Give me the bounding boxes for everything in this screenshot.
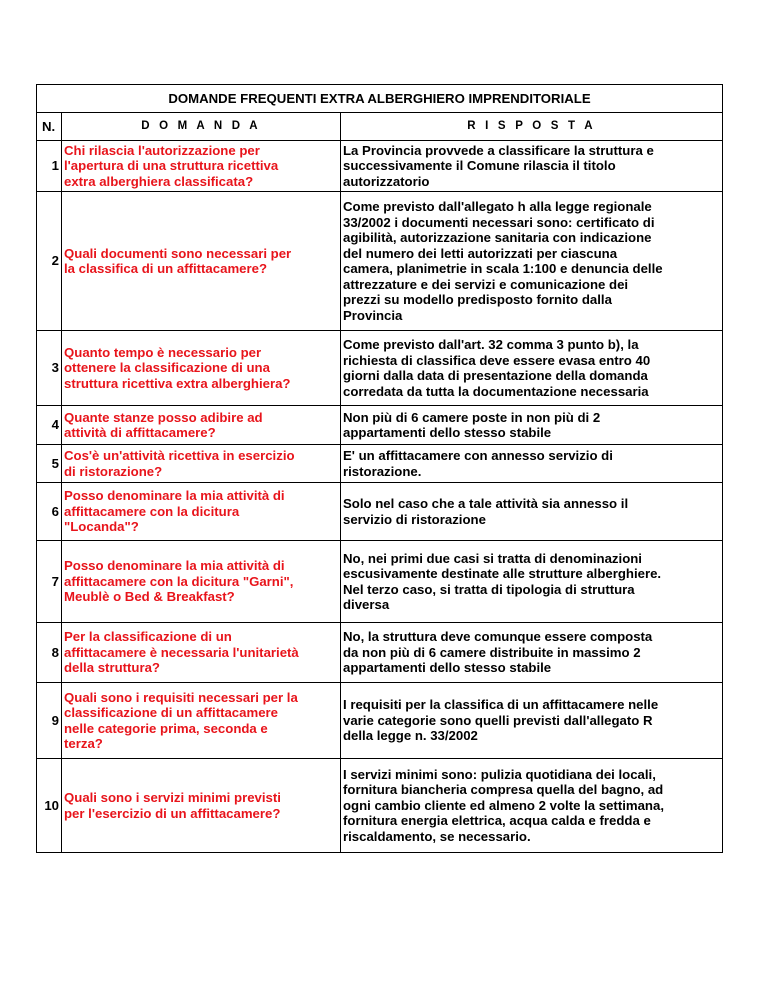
table-row (37, 141, 723, 192)
answer-text: I requisiti per la classifica di un affittacamere nelle varie categorie sono quelli previsti dall'allegato R della legge n. 33/2002 (343, 697, 659, 744)
table-row (37, 683, 723, 759)
answer-text: I servizi minimi sono: pulizia quotidiana dei locali, fornitura biancheria compresa quella del bagno, ad ogni cambio cliente ed almeno 2 volte la settimana, fornitura energia elettrica, acqua calda e fredda e riscaldamento, se necessario. (343, 766, 664, 844)
question-text: Per la classificazione di un affittacamere è necessaria l'unitarietà della struttura? (64, 629, 299, 676)
answer-text: Non più di 6 camere poste in non più di 2 appartamenti dello stesso stabile (343, 409, 601, 440)
answer-text: No, la struttura deve comunque essere composta da non più di 6 camere distribuite in massimo 2 appartamenti dello stesso stabile (343, 629, 653, 676)
row-number: 2 (37, 192, 62, 331)
question-text: Quali documenti sono necessari per la classifica di un affittacamere? (64, 245, 292, 276)
answer-text: No, nei primi due casi si tratta di denominazioni escusivamente destinate alle strutture alberghiere. Nel terzo caso, si tratta di tipologia di struttura diversa (343, 550, 662, 612)
header-row (37, 113, 723, 141)
header-number: N. (37, 113, 62, 141)
question-text: Quanto tempo è necessario per ottenere la classificazione di una struttura ricettiva extra alberghiera? (64, 344, 291, 391)
row-number: 3 (37, 331, 62, 406)
question-text: Quali sono i requisiti necessari per la classificazione di un affittacamere nelle categorie prima, seconda e terza? (64, 689, 298, 751)
faq-table (36, 84, 723, 853)
question-text: Quante stanze posso adibire ad attività di affittacamere? (64, 409, 263, 440)
answer-text: E' un affittacamere con annesso servizio di ristorazione. (343, 448, 613, 479)
row-number: 1 (37, 141, 62, 192)
header-question: D O M A N D A (62, 113, 341, 141)
table-row (37, 759, 723, 853)
table-row (37, 192, 723, 331)
row-number: 4 (37, 406, 62, 445)
page-title: DOMANDE FREQUENTI EXTRA ALBERGHIERO IMPRENDITORIALE (37, 85, 723, 113)
answer-text: La Provincia provvede a classificare la struttura e successivamente il Comune rilascia il titolo autorizzatorio (343, 142, 654, 189)
row-number: 7 (37, 541, 62, 623)
title-row (37, 85, 723, 113)
answer-text: Come previsto dall'allegato h alla legge regionale 33/2002 i documenti necessari sono: certificato di agibilità, autorizzazione sanitaria con indicazione del numero dei letti autorizzati per ciascuna camera, planimetrie in scala 1:100 e denuncia delle attrezzature e dei servizi e comunicazione dei prezzi su modello predisposto fornito dalla Provincia (343, 199, 663, 323)
table-row (37, 483, 723, 541)
table-row (37, 445, 723, 483)
table-row (37, 541, 723, 623)
row-number: 6 (37, 483, 62, 541)
row-number: 5 (37, 445, 62, 483)
answer-text: Solo nel caso che a tale attività sia annesso il servizio di ristorazione (343, 496, 629, 527)
header-answer: R I S P O S T A (341, 113, 723, 141)
question-text: Cos'è un'attività ricettiva in esercizio di ristorazione? (64, 448, 295, 479)
question-text: Posso denominare la mia attività di affittacamere con la dicitura "Locanda"? (64, 488, 285, 535)
answer-text: Come previsto dall'art. 32 comma 3 punto b), la richiesta di classifica deve essere evasa entro 40 giorni dalla data di presentazione della domanda corredata da tutta la documentazione necessaria (343, 337, 651, 399)
table-row (37, 623, 723, 683)
question-text: Posso denominare la mia attività di affittacamere con la dicitura "Garni", Meublè o Bed & Breakfast? (64, 558, 294, 605)
question-text: Quali sono i servizi minimi previsti per l'esercizio di un affittacamere? (64, 790, 281, 821)
row-number: 8 (37, 623, 62, 683)
table-row (37, 406, 723, 445)
row-number: 10 (37, 759, 62, 853)
question-text: Chi rilascia l'autorizzazione per l'apertura di una struttura ricettiva extra alberghiera classificata? (64, 142, 279, 189)
row-number: 9 (37, 683, 62, 759)
table-row (37, 331, 723, 406)
